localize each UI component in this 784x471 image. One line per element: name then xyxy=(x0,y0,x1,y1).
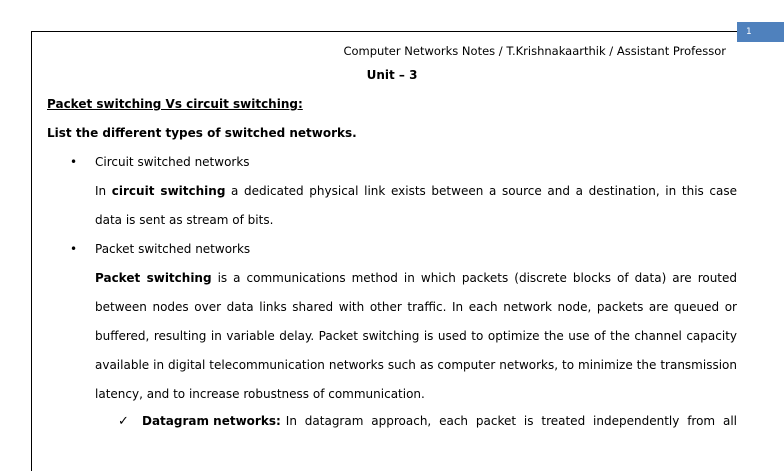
list-item-title: Packet switched networks xyxy=(95,242,251,256)
sub-item-text: In datagram approach, each packet is treated independently from all xyxy=(285,414,737,428)
bullet-icon: • xyxy=(70,242,78,256)
list-item-title: Circuit switched networks xyxy=(95,155,250,169)
body-lead: In xyxy=(95,184,112,198)
body-rest: a dedicated physical link exists between a source and a destination, in this case data is sent as stream of bits. xyxy=(95,184,737,227)
page-number: 1 xyxy=(737,22,784,42)
question: List the different types of switched networks. xyxy=(47,126,357,140)
unit-title xyxy=(0,68,784,82)
checkmark-icon: ✓ xyxy=(118,414,129,429)
list-item-body xyxy=(95,264,737,409)
body-bold: Packet switching xyxy=(95,271,212,285)
section-heading: Packet switching Vs circuit switching: xyxy=(47,97,303,111)
body-rest: is a communications method in which packets (discrete blocks of data) are routed between nodes over data links shared with other traffic. In each network node, packets are queued or buffered, resulting in variable delay. Packet switching is used to optimize the use of the channel capacity available in digital telecommunication networks such as computer networks, to minimize the transmission latency, and to increase robustness of communication. xyxy=(95,271,738,401)
sub-item xyxy=(142,414,737,428)
bullet-icon: • xyxy=(70,155,78,169)
unit-title-text: Unit – 3 xyxy=(366,68,418,82)
running-header: Computer Networks Notes / T.Krishnakaarthik / Assistant Professor xyxy=(343,44,726,58)
list-item-body xyxy=(95,177,737,235)
body-bold: circuit switching xyxy=(111,184,226,198)
sub-item-bold: Datagram networks: xyxy=(142,414,281,428)
